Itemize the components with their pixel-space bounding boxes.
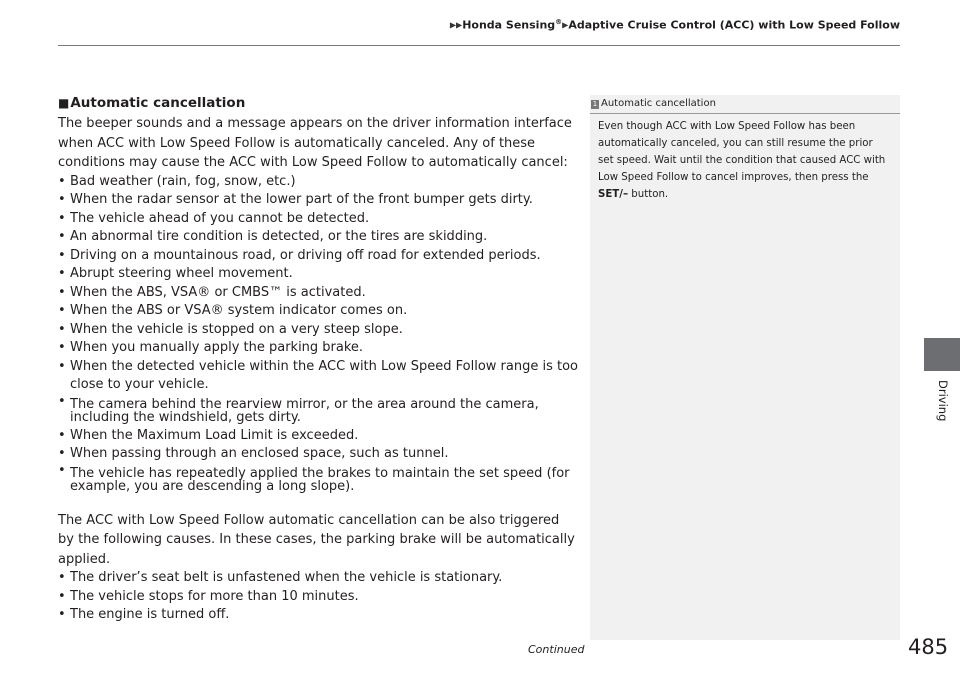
list-item: • When the ABS or VSA® system indicator comes on. — [58, 302, 578, 321]
list-item: • The vehicle stops for more than 10 minutes. — [58, 588, 578, 607]
sidebar-note — [590, 95, 900, 640]
list-item: • Bad weather (rain, fog, snow, etc.) — [58, 173, 578, 192]
arrow-icon: ▶▶ — [449, 20, 463, 30]
header-rule — [58, 45, 900, 46]
list-item: • The vehicle ahead of you cannot be detected. — [58, 210, 578, 229]
list-item: • The driver’s seat belt is unfastened when the vehicle is stationary. — [58, 569, 578, 588]
list-item: • An abnormal tire condition is detected, or the tires are skidding. — [58, 228, 578, 247]
list-item: • When the detected vehicle within the ACC with Low Speed Follow range is too close to your vehicle. — [58, 358, 578, 395]
list-item: • The camera behind the rearview mirror, or the area around the camera, including the windshield, gets dirty. — [58, 395, 578, 427]
section-title: Automatic cancellation — [70, 95, 246, 111]
sidebar-heading — [590, 95, 900, 111]
list-item: • The engine is turned off. — [58, 606, 578, 625]
conditions-list — [58, 173, 578, 496]
list-item: • When you manually apply the parking brake. — [58, 339, 578, 358]
parking-brake-list — [58, 569, 578, 625]
section-heading — [58, 95, 578, 111]
chapter-label: Driving — [936, 380, 950, 422]
sidebar-text-part: Even though ACC with Low Speed Follow has been automatically canceled, you can still resume the prior set speed. Wait until the condition that caused ACC with Low Speed Follow to cancel improves, then press the — [598, 121, 886, 183]
page-number: 485 — [908, 635, 949, 659]
continued-label: Continued — [528, 643, 585, 656]
list-item: • When the ABS, VSA® or CMBS™ is activated. — [58, 284, 578, 303]
registered-mark: ® — [555, 18, 563, 26]
header-topic: Adaptive Cruise Control (ACC) with Low Speed Follow — [568, 18, 900, 32]
list-item: • The vehicle has repeatedly applied the brakes to maintain the set speed (for example, you are descending a long slope). — [58, 464, 578, 496]
sidebar-title: Automatic cancellation — [601, 98, 716, 109]
sidebar-text — [590, 114, 900, 203]
arrow-icon: ▶ — [562, 20, 569, 30]
button-name: SET/– — [598, 189, 629, 200]
intro-paragraph: The beeper sounds and a message appears on the driver information interface when ACC with Low Speed Follow is automatically canceled. Any of these conditions may cause the ACC with Low Speed Follow to automatically cancel: — [58, 116, 572, 170]
list-item: • Abrupt steering wheel movement. — [58, 265, 578, 284]
second-paragraph: The ACC with Low Speed Follow automatic cancellation can be also triggered by the following causes. In these cases, the parking brake will be automatically applied. — [58, 512, 575, 567]
note-marker-icon: 1 — [592, 100, 598, 108]
list-item: • When passing through an enclosed space, such as tunnel. — [58, 445, 578, 464]
list-item: • When the radar sensor at the lower part of the front bumper gets dirty. — [58, 191, 578, 210]
chapter-tab — [924, 338, 960, 371]
header-section: Honda Sensing — [462, 18, 556, 32]
square-bullet-icon: ■ — [58, 96, 70, 110]
list-item: • Driving on a mountainous road, or driving off road for extended periods. — [58, 247, 578, 266]
running-header — [0, 18, 900, 36]
list-item: • When the Maximum Load Limit is exceeded. — [58, 427, 578, 446]
list-item: • When the vehicle is stopped on a very steep slope. — [58, 321, 578, 340]
sidebar-text-part: button. — [628, 189, 669, 200]
main-content — [58, 95, 578, 625]
